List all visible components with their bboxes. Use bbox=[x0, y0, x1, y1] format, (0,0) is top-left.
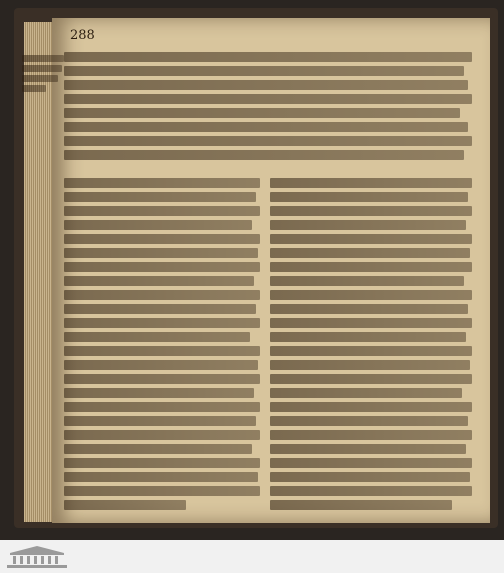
text-line bbox=[64, 402, 260, 412]
text-line bbox=[270, 304, 468, 314]
text-line bbox=[64, 416, 256, 426]
text-line bbox=[64, 458, 260, 468]
text-line bbox=[64, 388, 254, 398]
text-line bbox=[270, 472, 470, 482]
text-line bbox=[64, 220, 252, 230]
paragraph-top bbox=[64, 52, 472, 164]
text-line bbox=[270, 486, 472, 496]
text-line bbox=[270, 220, 466, 230]
text-line bbox=[270, 332, 466, 342]
text-line bbox=[270, 374, 472, 384]
text-line bbox=[64, 206, 260, 216]
text-line bbox=[64, 80, 468, 90]
text-line bbox=[270, 248, 470, 258]
text-line bbox=[64, 66, 464, 76]
text-line bbox=[270, 402, 472, 412]
text-line bbox=[64, 94, 472, 104]
text-line bbox=[270, 192, 468, 202]
text-line bbox=[270, 234, 472, 244]
text-line bbox=[64, 234, 260, 244]
margin-note bbox=[22, 55, 66, 95]
text-line bbox=[270, 458, 472, 468]
text-line bbox=[270, 360, 470, 370]
text-line bbox=[270, 430, 472, 440]
viewer-footer bbox=[0, 540, 504, 573]
text-line bbox=[270, 206, 472, 216]
margin-note-line bbox=[22, 75, 58, 82]
page-header bbox=[70, 28, 470, 48]
text-line bbox=[64, 178, 260, 188]
text-line bbox=[64, 262, 260, 272]
text-line bbox=[270, 318, 472, 328]
text-line bbox=[64, 486, 260, 496]
text-line bbox=[64, 318, 260, 328]
text-line bbox=[64, 500, 186, 510]
text-line bbox=[64, 276, 254, 286]
text-line bbox=[270, 262, 472, 272]
text-line bbox=[64, 136, 472, 146]
text-line bbox=[64, 290, 260, 300]
column-left bbox=[64, 178, 260, 514]
text-line bbox=[270, 276, 464, 286]
text-line bbox=[64, 108, 460, 118]
text-line bbox=[270, 290, 472, 300]
margin-note-line bbox=[22, 85, 46, 92]
text-line bbox=[64, 52, 472, 62]
text-line bbox=[270, 178, 472, 188]
text-line bbox=[64, 248, 258, 258]
text-line bbox=[64, 444, 252, 454]
text-line bbox=[64, 430, 260, 440]
page-number: 288 bbox=[70, 28, 95, 43]
text-line bbox=[270, 346, 472, 356]
column-right bbox=[270, 178, 472, 514]
text-line bbox=[64, 332, 250, 342]
margin-note-line bbox=[22, 55, 64, 62]
text-line bbox=[270, 416, 468, 426]
text-line bbox=[64, 150, 464, 160]
text-line bbox=[64, 122, 468, 132]
text-line bbox=[64, 360, 258, 370]
text-line bbox=[64, 472, 258, 482]
text-line bbox=[64, 304, 256, 314]
text-line bbox=[270, 388, 462, 398]
library-building-icon bbox=[6, 545, 68, 569]
margin-note-line bbox=[22, 65, 62, 72]
text-line bbox=[64, 192, 256, 202]
text-line bbox=[270, 500, 452, 510]
text-line bbox=[270, 444, 466, 454]
text-line bbox=[64, 374, 260, 384]
text-line bbox=[64, 346, 260, 356]
